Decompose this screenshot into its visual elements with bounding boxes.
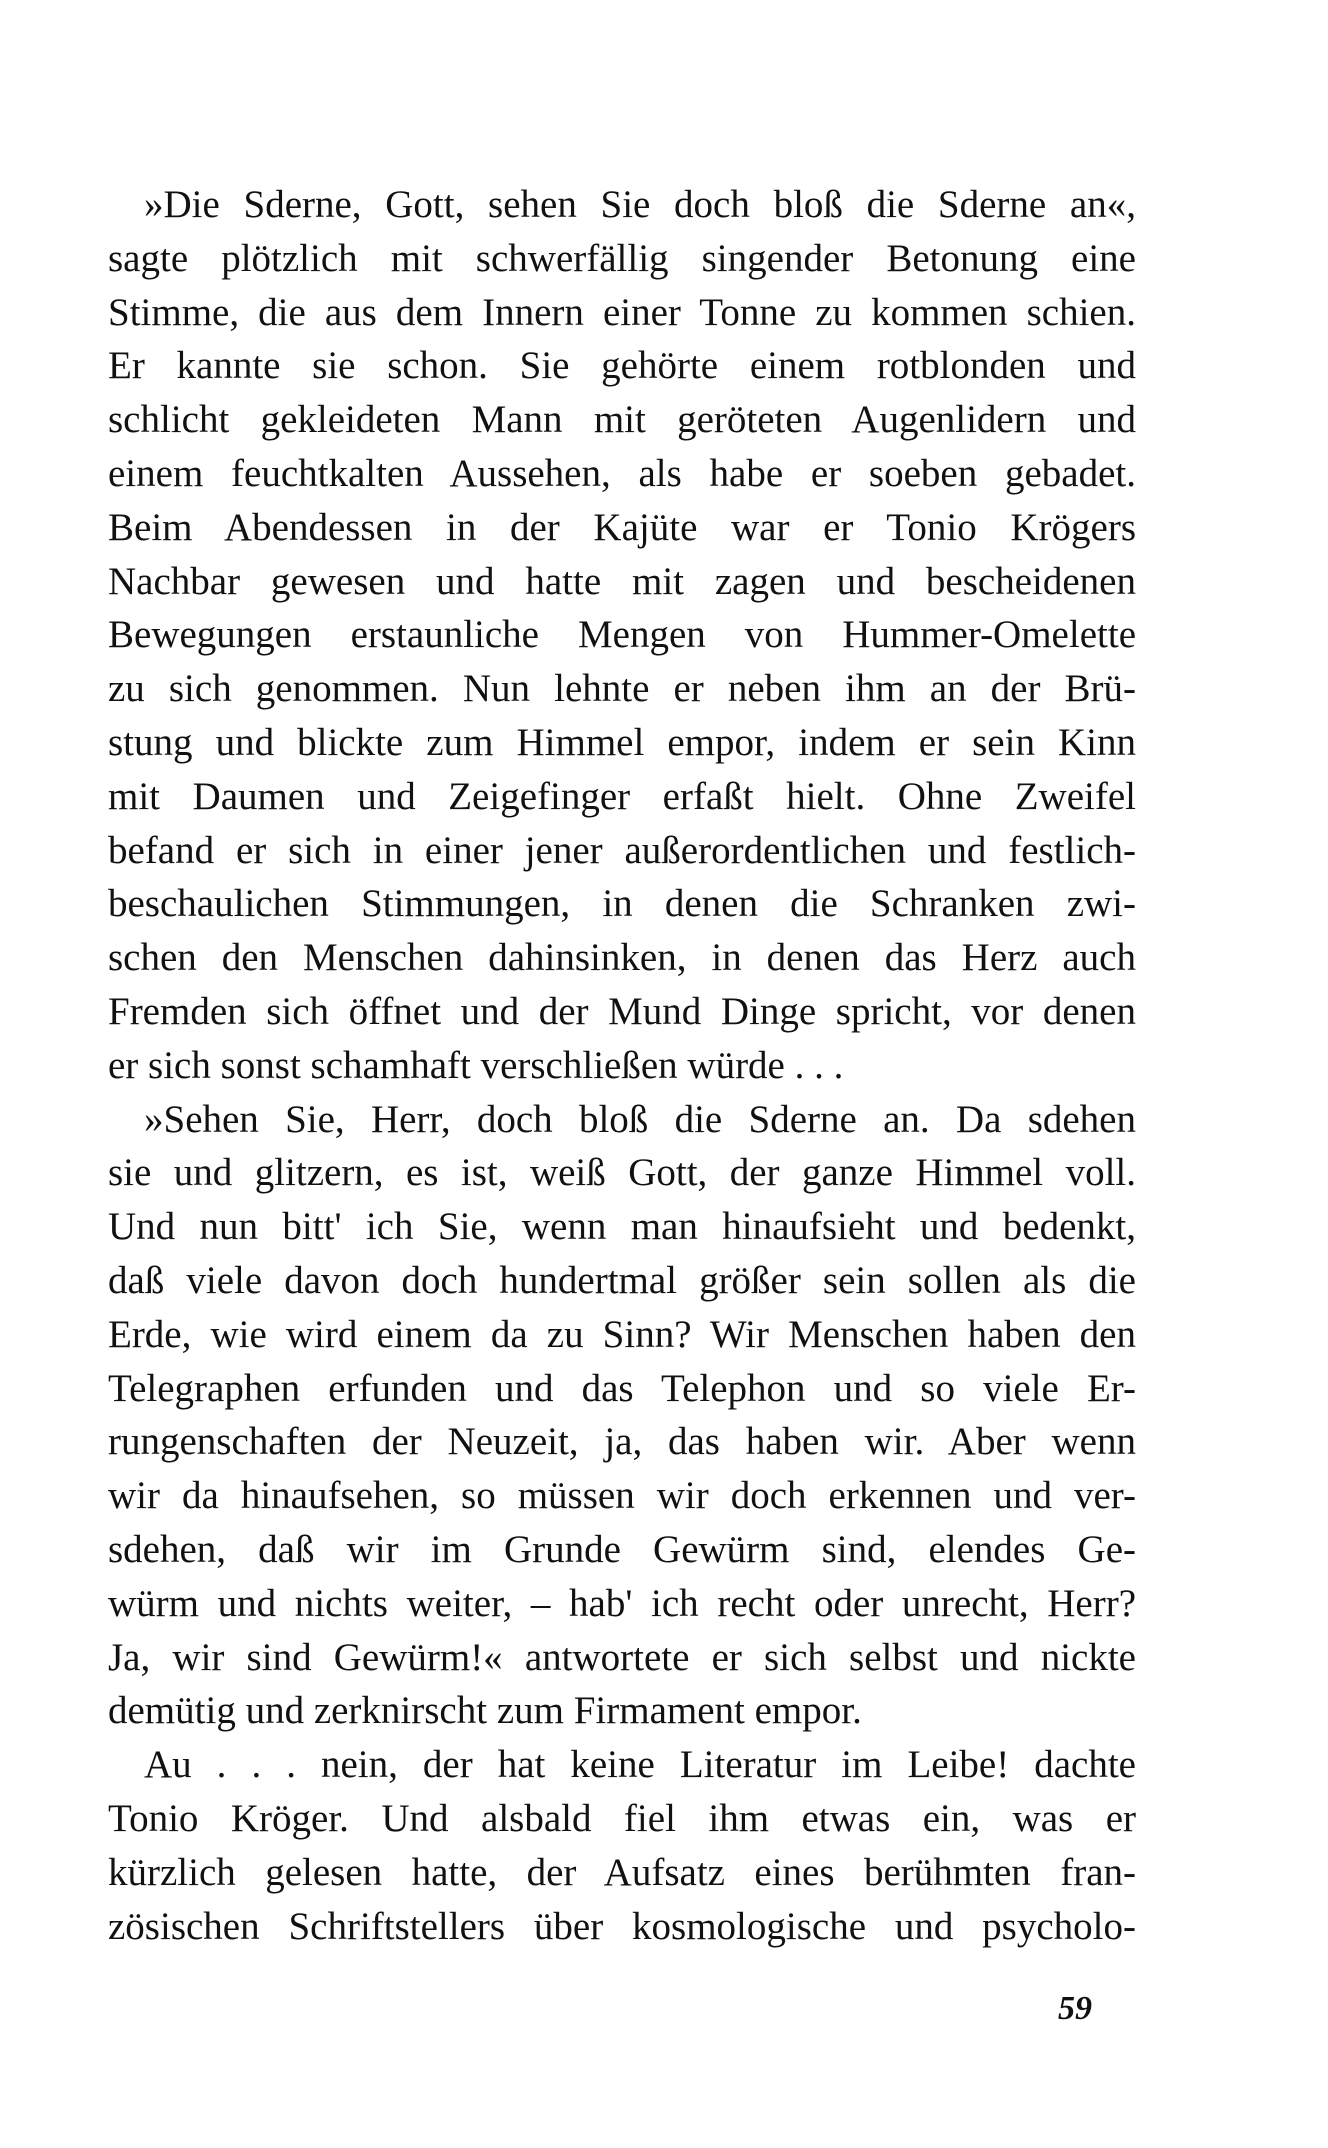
text-line: rungenschaften der Neuzeit, ja, das haben wir. Aber wenn (108, 1420, 1136, 1464)
body-text (108, 178, 1136, 1953)
text-line: Stimme, die aus dem Innern einer Tonne zu kommen schien. (108, 290, 1136, 334)
text-line: Beim Abendessen in der Kajüte war er Tonio Krögers (108, 505, 1136, 549)
text-line: mit Daumen und Zeigefinger erfaßt hielt. Ohne Zweifel (108, 774, 1136, 818)
text-line: schlicht gekleideten Mann mit geröteten Augenlidern und (108, 398, 1136, 442)
text-line: Ja, wir sind Gewürm!« antwortete er sich selbst und nickte (108, 1635, 1136, 1679)
text-line: er sich sonst schamhaft verschließen würde . . . (108, 1043, 844, 1087)
text-line: »Die Sderne, Gott, sehen Sie doch bloß die Sderne an«, (144, 183, 1136, 226)
text-line: Nachbar gewesen und hatte mit zagen und bescheidenen (108, 559, 1136, 603)
text-line: Er kannte sie schon. Sie gehörte einem rotblonden und (108, 344, 1136, 388)
text-line: einem feuchtkalten Aussehen, als habe er soeben gebadet. (108, 451, 1136, 495)
text-line: demütig und zerknirscht zum Firmament empor. (108, 1689, 862, 1733)
text-line: sie und glitzern, es ist, weiß Gott, der ganze Himmel voll. (108, 1151, 1136, 1195)
text-line: sagte plötzlich mit schwerfällig singender Betonung eine (108, 236, 1136, 280)
text-line: beschaulichen Stimmungen, in denen die Schranken zwi- (108, 882, 1136, 926)
page-number: 59 (1058, 1990, 1092, 2027)
text-line: Fremden sich öffnet und der Mund Dinge spricht, vor denen (108, 989, 1136, 1033)
text-line: zu sich genommen. Nun lehnte er neben ihm an der Brü- (108, 667, 1136, 711)
text-line: befand er sich in einer jener außerordentlichen und festlich- (108, 828, 1136, 872)
text-line: Telegraphen erfunden und das Telephon und so viele Er- (108, 1366, 1136, 1410)
text-line: würm und nichts weiter, – hab' ich recht oder unrecht, Herr? (108, 1581, 1136, 1625)
text-line: Bewegungen erstaunliche Mengen von Hummer-Omelette (108, 613, 1136, 657)
text-line: Tonio Kröger. Und alsbald fiel ihm etwas ein, was er (108, 1796, 1136, 1840)
text-line: kürzlich gelesen hatte, der Aufsatz eines berühmten fran- (108, 1850, 1136, 1894)
text-line: Und nun bitt' ich Sie, wenn man hinaufsieht und bedenkt, (108, 1205, 1136, 1249)
text-line: daß viele davon doch hundertmal größer sein sollen als die (108, 1258, 1136, 1302)
text-line: sdehen, daß wir im Grunde Gewürm sind, elendes Ge- (108, 1527, 1136, 1571)
text-line: wir da hinaufsehen, so müssen wir doch erkennen und ver- (108, 1474, 1136, 1518)
text-line: stung und blickte zum Himmel empor, indem er sein Kinn (108, 720, 1136, 764)
text-line: schen den Menschen dahinsinken, in denen das Herz auch (108, 936, 1136, 980)
text-line: »Sehen Sie, Herr, doch bloß die Sderne an. Da sdehen (144, 1097, 1136, 1141)
text-line: Au . . . nein, der hat keine Literatur im Leibe! dachte (144, 1743, 1136, 1787)
text-line: zösischen Schriftstellers über kosmologische und psycholo- (108, 1904, 1136, 1948)
text-line: Erde, wie wird einem da zu Sinn? Wir Menschen haben den (108, 1312, 1136, 1356)
